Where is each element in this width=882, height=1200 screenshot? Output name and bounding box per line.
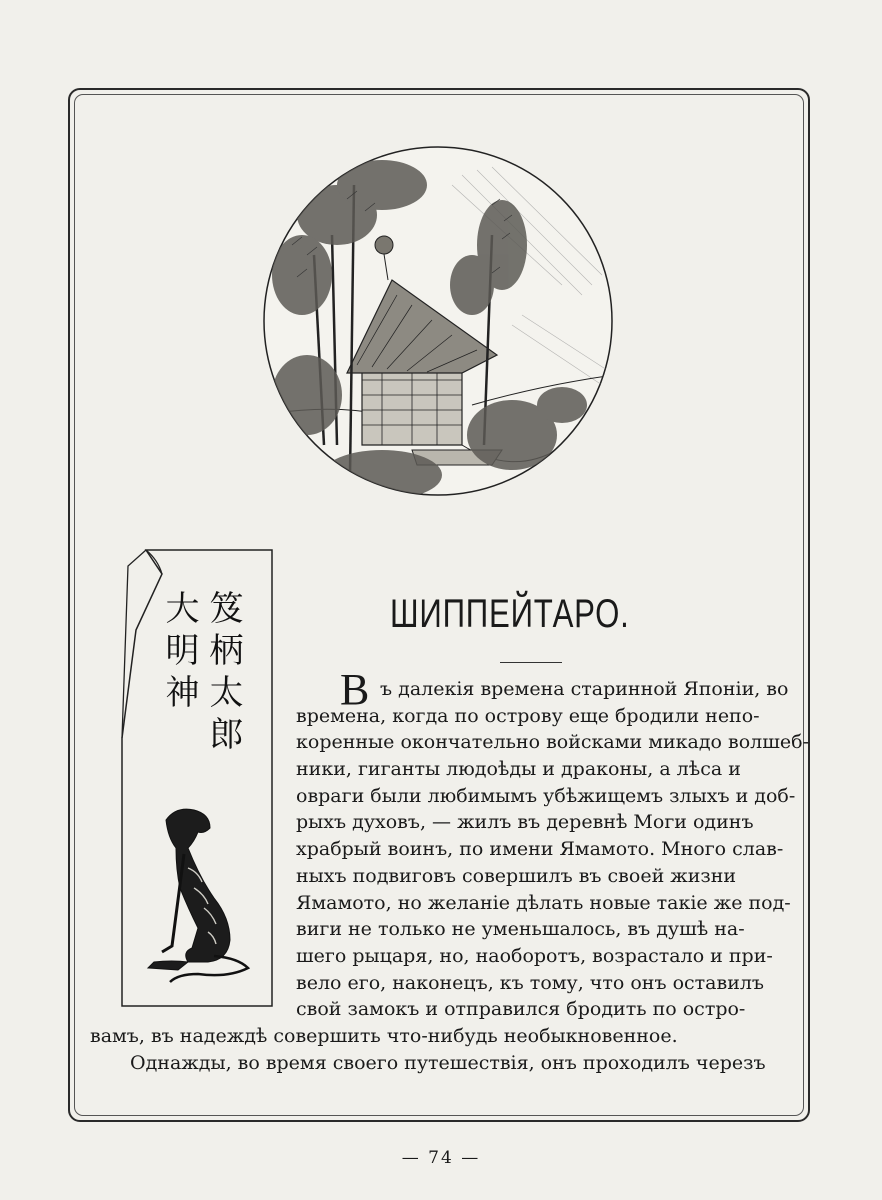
page-number: — 74 —: [401, 1148, 481, 1168]
text-line: овраги были любимымъ убѣжищемъ злыхъ и доб-: [296, 785, 796, 807]
kanji-column-left: 大明神: [159, 590, 199, 716]
text-line: времена, когда по острову еще бродили непо-: [296, 705, 760, 727]
text-line: вамъ, въ надеждѣ совершить что-нибудь необыкновенное.: [90, 1025, 678, 1047]
text-line: ъ далекія времена старинной Японіи, во: [380, 678, 789, 700]
text-line: коренные окончательно войсками микадо волшеб-: [296, 731, 809, 753]
text-line: ники, гиганты людоѣды и драконы, а лѣса и: [296, 758, 741, 780]
text-line: Ямамото, но желаніе дѣлать новые такіе же под-: [296, 892, 791, 914]
text-line: шего рыцаря, но, наоборотъ, возрастало и при-: [296, 945, 773, 967]
text-line: ныхъ подвиговъ совершилъ въ своей жизни: [296, 865, 737, 887]
story-title: ШИППЕЙТАРО.: [390, 592, 630, 636]
text-line: виги не только не уменьшалось, въ душѣ на-: [296, 918, 745, 940]
shrine-vignette-illustration: [262, 145, 614, 497]
text-line: храбрый воинъ, по имени Ямамото. Много слав-: [296, 838, 784, 860]
kanji-column-right: 笈柄太郎: [203, 590, 243, 758]
dog-drawing: [148, 809, 248, 982]
drop-cap: В: [340, 665, 370, 714]
text-line: свой замокъ и отправился бродить по остро-: [296, 998, 746, 1020]
text-line: рыхъ духовъ, — жилъ въ деревнѣ Моги одинъ: [296, 811, 754, 833]
text-line: вело его, наконецъ, къ тому, что онъ оставилъ: [296, 972, 765, 994]
title-divider: [500, 662, 562, 663]
text-line: Однажды, во время своего путешествія, онъ проходилъ черезъ: [130, 1052, 766, 1074]
